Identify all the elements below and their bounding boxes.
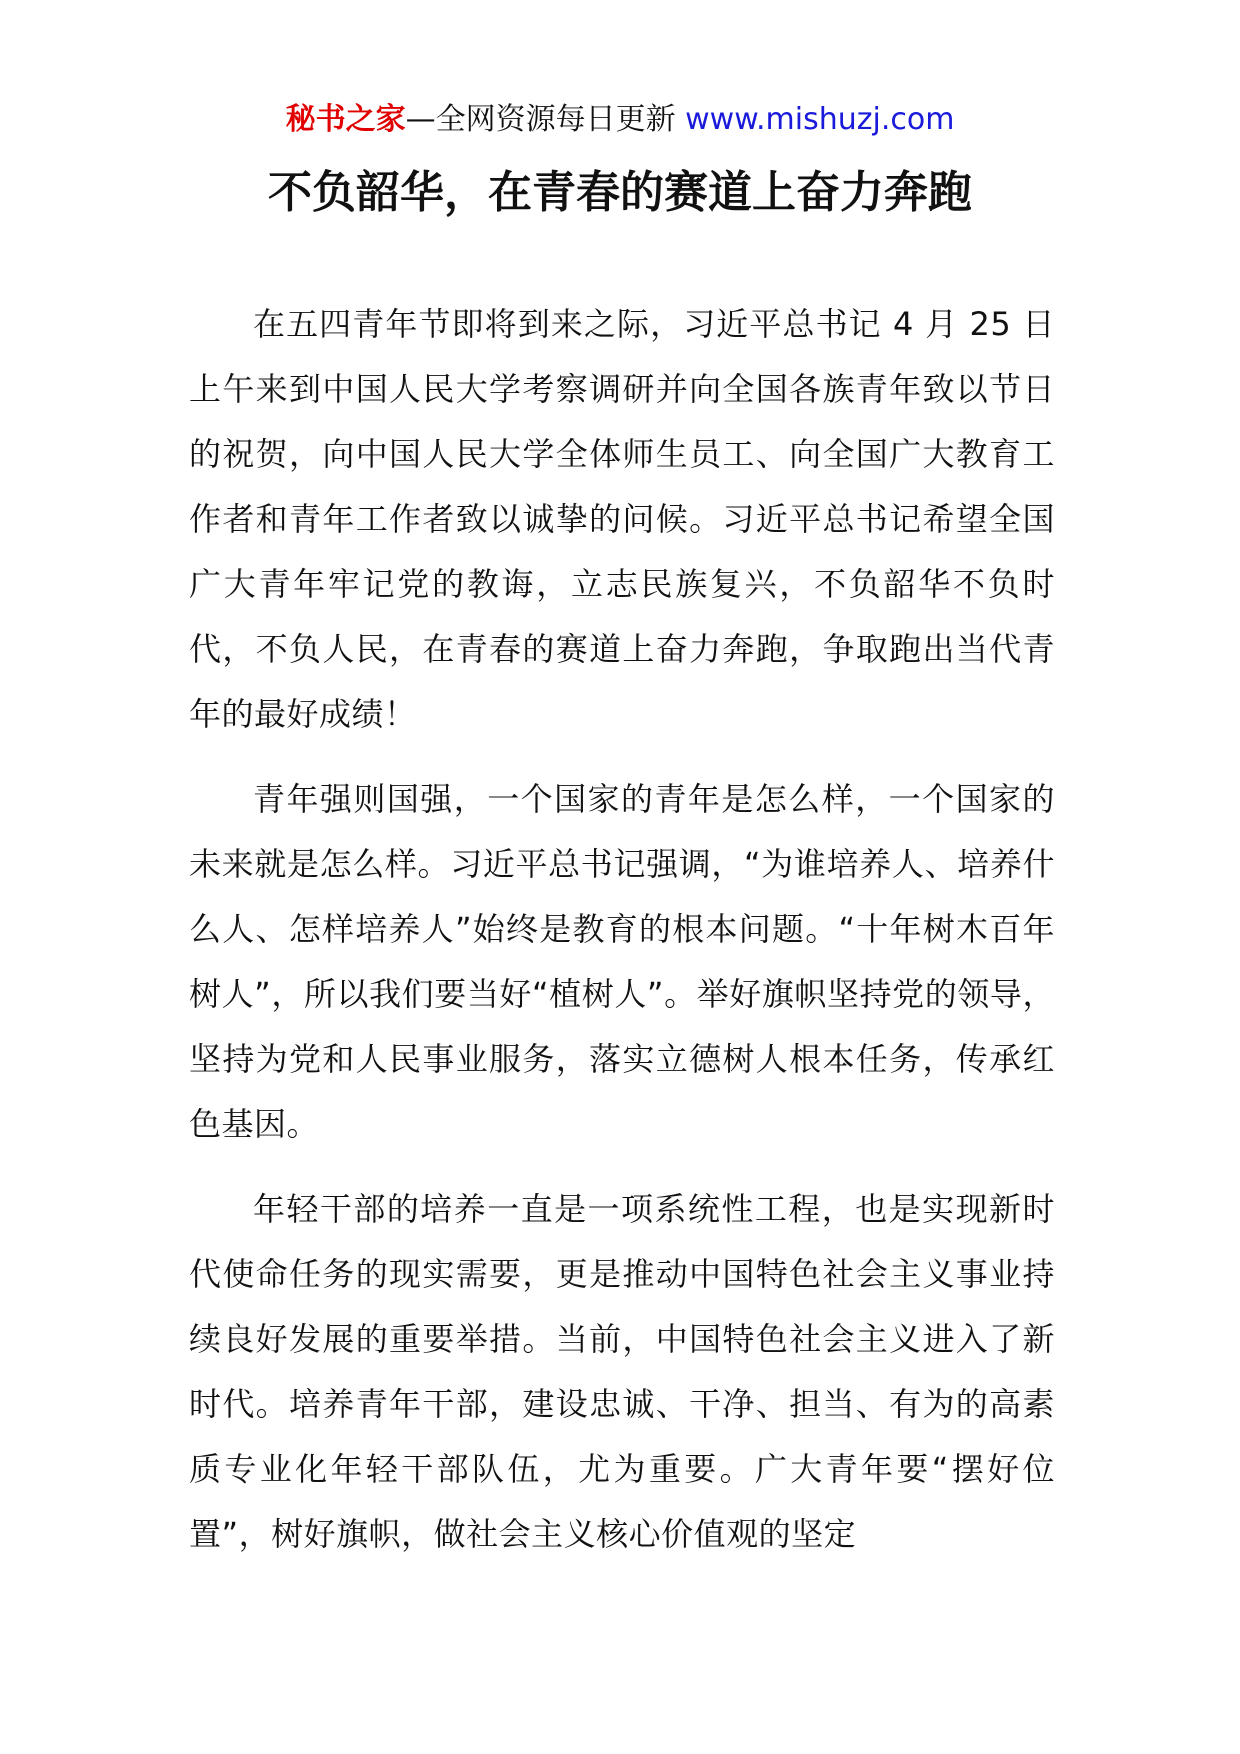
document-body xyxy=(189,292,1055,1587)
paragraph-3: 年轻干部的培养一直是一项系统性工程，也是实现新时代使命任务的现实需要，更是推动中国特色社会主义事业持续良好发展的重要举措。当前，中国特色社会主义进入了新时代。培养青年干部，建设忠诚、干净、担当、有为的高素质专业化年轻干部队伍，尤为重要。广大青年要“摆好位置”，树好旗帜，做社会主义核心价值观的坚定 xyxy=(189,1190,1055,1553)
header-slogan: —全网资源每日更新 xyxy=(405,102,686,137)
paragraph-1: 在五四青年节即将到来之际，习近平总书记 4 月 25 日上午来到中国人民大学考察调研并向全国各族青年致以节日的祝贺，向中国人民大学全体师生员工、向全国广大教育工作者和青年工作者致以诚挚的问候。习近平总书记希望全国广大青年牢记党的教诲，立志民族复兴，不负韶华不负时代，不负人民，在青春的赛道上奋力奔跑，争取跑出当代青年的最好成绩！ xyxy=(189,305,1055,733)
site-url-link[interactable]: www.mishuzj.com xyxy=(685,102,955,137)
paragraph-2: 青年强则国强，一个国家的青年是怎么样，一个国家的未来就是怎么样。习近平总书记强调，“为谁培养人、培养什么人、怎样培养人”始终是教育的根本问题。“十年树木百年树人”，所以我们要当好“植树人”。举好旗帜坚持党的领导，坚持为党和人民事业服务，落实立德树人根本任务，传承红色基因。 xyxy=(189,780,1055,1143)
site-header xyxy=(0,100,1240,140)
document-title: 不负韶华，在青春的赛道上奋力奔跑 xyxy=(268,167,972,218)
brand-name: 秘书之家 xyxy=(285,102,406,137)
